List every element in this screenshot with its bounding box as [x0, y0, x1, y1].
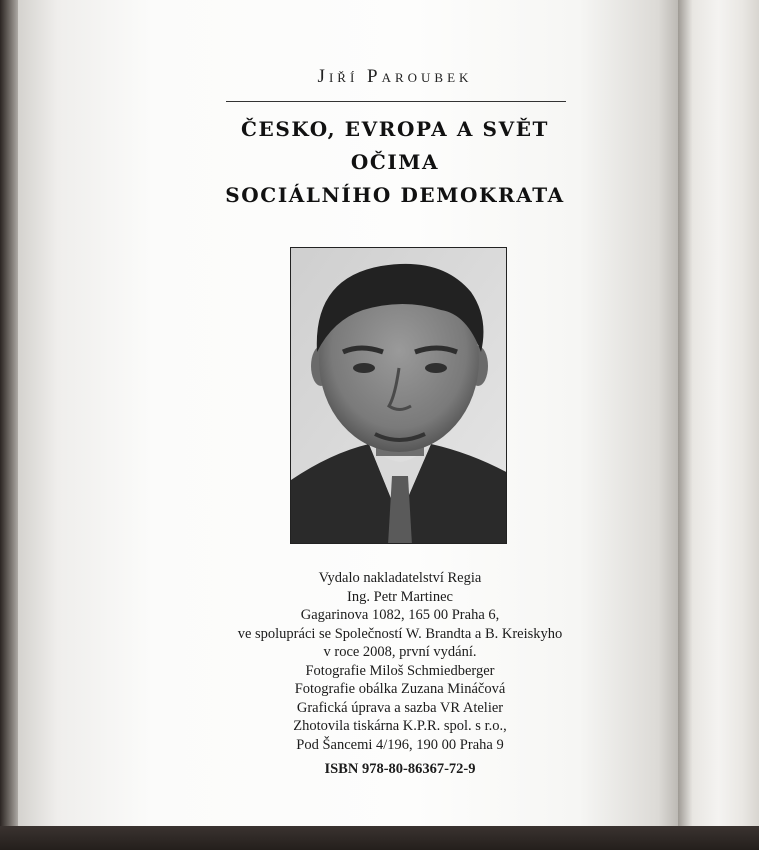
facing-page-edge: [678, 0, 759, 826]
imprint-line: Fotografie Miloš Schmiedberger: [305, 662, 495, 679]
imprint-line: Vydalo nakladatelství Regia: [318, 570, 482, 586]
author-portrait: [290, 247, 507, 544]
title-line: SOCIÁLNÍHO DEMOKRATA: [225, 183, 565, 207]
imprint-line: Zhotovila tiskárna K.P.R. spol. s r.o.,: [293, 718, 507, 734]
imprint-block: [180, 569, 620, 754]
author-name: Jiří Paroubek: [317, 66, 473, 87]
book-title: [180, 113, 610, 212]
imprint-line: Ing. Petr Martinec: [347, 588, 453, 605]
imprint-line: ve spolupráci se Společností W. Brandta a B. Kreiskyho: [237, 625, 563, 642]
imprint-line: v roce 2008, první vydání.: [323, 644, 477, 660]
scan-bottom-edge: [0, 826, 759, 850]
imprint-line: Fotografie obálka Zuzana Mináčová: [294, 681, 506, 697]
title-line: ČESKO, EVROPA A SVĚT: [240, 117, 550, 141]
portrait-image: [291, 248, 507, 544]
imprint-line: Grafická úprava a sazba VR Atelier: [296, 699, 504, 716]
title-divider: [226, 101, 566, 102]
title-line: OČIMA: [350, 150, 440, 174]
imprint-line: Pod Šancemi 4/196, 190 00 Praha 9: [296, 736, 504, 753]
isbn: ISBN 978-80-86367-72-9: [324, 761, 476, 777]
imprint-line: Gagarinova 1082, 165 00 Praha 6,: [300, 607, 500, 623]
